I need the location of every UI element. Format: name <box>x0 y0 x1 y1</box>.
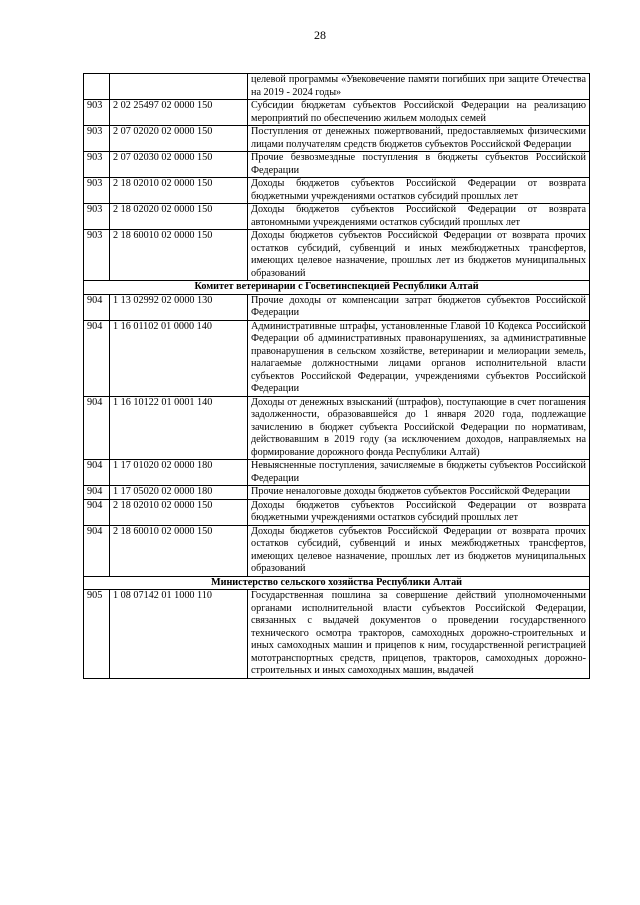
admin-code-cell: 904 <box>84 499 110 525</box>
table-row <box>84 230 590 281</box>
revenue-name-cell: Доходы бюджетов субъектов Российской Федерации от возврата автономными учреждениями остатков субсидий прошлых лет <box>248 204 590 230</box>
budget-code-cell: 2 18 02010 02 0000 150 <box>110 178 248 204</box>
page-number: 28 <box>314 28 326 42</box>
revenue-name-cell: целевой программы «Увековечение памяти погибших при защите Отечества на 2019 - 2024 годы» <box>248 74 590 100</box>
admin-code-cell: 904 <box>84 486 110 500</box>
budget-code-cell: 1 08 07142 01 1000 110 <box>110 590 248 679</box>
table-row <box>84 486 590 500</box>
revenue-codes-table <box>83 73 590 679</box>
table-row <box>84 294 590 320</box>
budget-code-cell: 1 16 10122 01 0001 140 <box>110 396 248 460</box>
table-row <box>84 100 590 126</box>
revenue-name-cell: Субсидии бюджетам субъектов Российской Федерации на реализацию мероприятий по обеспечению жильем молодых семей <box>248 100 590 126</box>
admin-code-cell <box>84 74 110 100</box>
budget-code-cell: 2 18 60010 02 0000 150 <box>110 230 248 281</box>
budget-code-cell <box>110 74 248 100</box>
section-title: Министерство сельского хозяйства Республики Алтай <box>84 576 590 590</box>
revenue-name-cell: Поступления от денежных пожертвований, предоставляемых физическими лицами получателям средств бюджетов субъектов Российской Федерации <box>248 126 590 152</box>
admin-code-cell: 903 <box>84 230 110 281</box>
revenue-name-cell: Прочие доходы от компенсации затрат бюджетов субъектов Российской Федерации <box>248 294 590 320</box>
budget-code-cell: 2 02 25497 02 0000 150 <box>110 100 248 126</box>
revenue-name-cell: Доходы бюджетов субъектов Российской Федерации от возврата прочих остатков субсидий, субвенций и иных межбюджетных трансфертов, имеющих целевое назначение, прошлых лет из бюджетов муниципальных образований <box>248 525 590 576</box>
budget-code-cell: 1 16 01102 01 0000 140 <box>110 320 248 396</box>
budget-code-cell: 2 18 60010 02 0000 150 <box>110 525 248 576</box>
table-body <box>84 74 590 679</box>
revenue-name-cell: Доходы от денежных взысканий (штрафов), поступающие в счет погашения задолженности, образовавшейся до 1 января 2020 года, подлежащие зачислению в бюджет субъекта Российской Федерации по нормативам, действовавшим в 2019 году (за исключением доходов, направляемых на формирование дорожного фонда Республики Алтай) <box>248 396 590 460</box>
table-row <box>84 320 590 396</box>
budget-code-cell: 1 17 01020 02 0000 180 <box>110 460 248 486</box>
budget-code-cell: 2 07 02020 02 0000 150 <box>110 126 248 152</box>
admin-code-cell: 903 <box>84 178 110 204</box>
table-row <box>84 590 590 679</box>
admin-code-cell: 904 <box>84 396 110 460</box>
budget-code-cell: 2 18 02010 02 0000 150 <box>110 499 248 525</box>
table-row <box>84 499 590 525</box>
admin-code-cell: 903 <box>84 100 110 126</box>
table-row <box>84 525 590 576</box>
table-row <box>84 74 590 100</box>
admin-code-cell: 903 <box>84 152 110 178</box>
section-header-row <box>84 576 590 590</box>
revenue-name-cell: Прочие безвозмездные поступления в бюджеты субъектов Российской Федерации <box>248 152 590 178</box>
admin-code-cell: 904 <box>84 320 110 396</box>
admin-code-cell: 903 <box>84 126 110 152</box>
revenue-name-cell: Доходы бюджетов субъектов Российской Федерации от возврата бюджетными учреждениями остатков субсидий прошлых лет <box>248 178 590 204</box>
revenue-name-cell: Прочие неналоговые доходы бюджетов субъектов Российской Федерации <box>248 486 590 500</box>
budget-code-cell: 2 18 02020 02 0000 150 <box>110 204 248 230</box>
table-row <box>84 152 590 178</box>
admin-code-cell: 904 <box>84 460 110 486</box>
budget-code-cell: 1 13 02992 02 0000 130 <box>110 294 248 320</box>
revenue-name-cell: Невыясненные поступления, зачисляемые в бюджеты субъектов Российской Федерации <box>248 460 590 486</box>
admin-code-cell: 904 <box>84 525 110 576</box>
admin-code-cell: 904 <box>84 294 110 320</box>
table-row <box>84 126 590 152</box>
budget-code-cell: 2 07 02030 02 0000 150 <box>110 152 248 178</box>
table-row <box>84 396 590 460</box>
table-row <box>84 460 590 486</box>
revenue-name-cell: Доходы бюджетов субъектов Российской Федерации от возврата прочих остатков субсидий, субвенций и иных межбюджетных трансфертов, имеющих целевое назначение, прошлых лет из бюджетов муниципальных образований <box>248 230 590 281</box>
table-row <box>84 204 590 230</box>
budget-code-cell: 1 17 05020 02 0000 180 <box>110 486 248 500</box>
section-title: Комитет ветеринарии с Госветинспекцией Республики Алтай <box>84 281 590 295</box>
table-row <box>84 178 590 204</box>
admin-code-cell: 905 <box>84 590 110 679</box>
revenue-name-cell: Административные штрафы, установленные Главой 10 Кодекса Российской Федерации об административных правонарушениях, за административные правонарушения в сельском хозяйстве, ветеринарии и мелиорации земель, налагаемые должностными лицами органов исполнительной власти субъектов Российской Федерации, учреждениями субъектов Российской Федерации <box>248 320 590 396</box>
admin-code-cell: 903 <box>84 204 110 230</box>
revenue-name-cell: Государственная пошлина за совершение действий уполномоченными органами исполнительной власти субъектов Российской Федерации, связанных с выдачей документов о проведении государственного технического осмотра тракторов, самоходных дорожно-строительных и иных самоходных машин и прицепов к ним, государственной регистрацией мототранспортных средств, прицепов, тракторов, самоходных дорожно-строительных и иных самоходных машин, выдачей <box>248 590 590 679</box>
section-header-row <box>84 281 590 295</box>
revenue-name-cell: Доходы бюджетов субъектов Российской Федерации от возврата бюджетными учреждениями остатков субсидий прошлых лет <box>248 499 590 525</box>
